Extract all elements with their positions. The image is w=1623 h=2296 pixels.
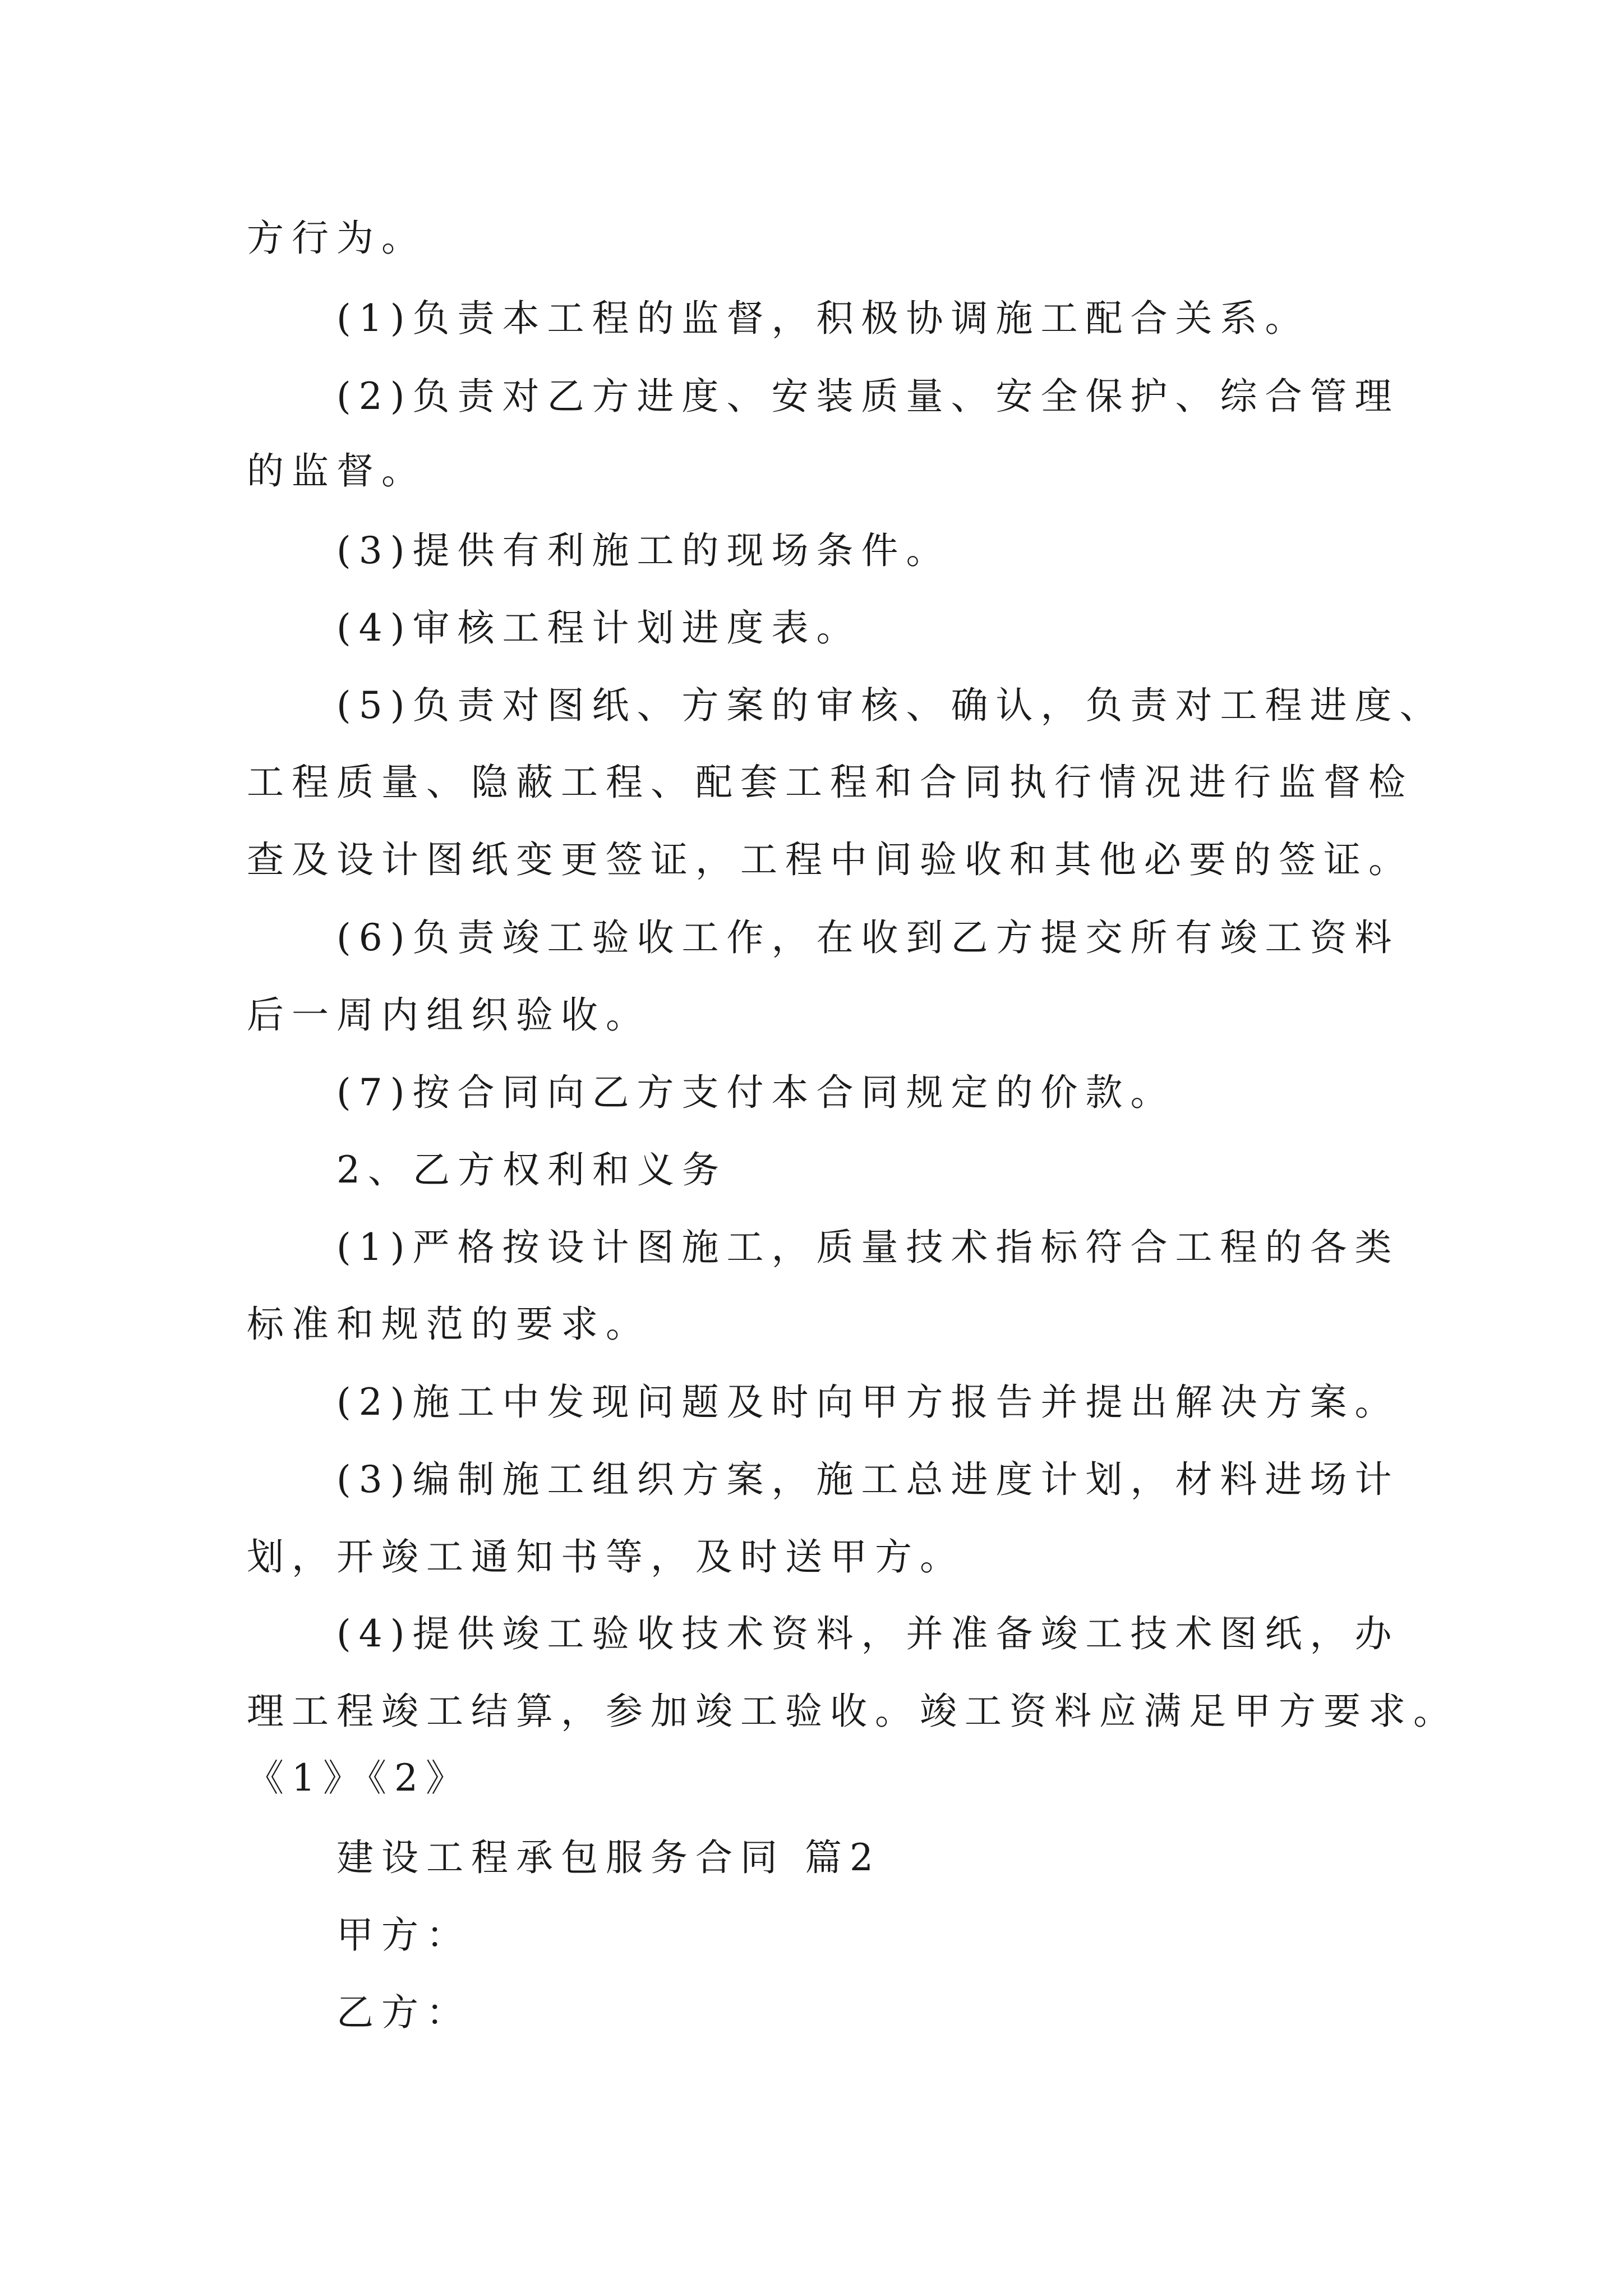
text-line-16: (2)施工中发现问题及时向甲方报告并提出解决方案。 bbox=[336, 1381, 1400, 1424]
text-line-18: 划，开竣工通知书等，及时送甲方。 bbox=[247, 1535, 965, 1579]
text-line-1: 方行为。 bbox=[247, 217, 426, 260]
section-heading-2: 2、乙方权利和义务 bbox=[336, 1148, 727, 1191]
text-line-2: (1)负责本工程的监督，积极协调施工配合关系。 bbox=[336, 297, 1310, 340]
text-line-3: (2)负责对乙方进度、安装质量、安全保护、综合管理 bbox=[336, 375, 1400, 418]
text-line-20: 理工程竣工结算，参加竣工验收。竣工资料应满足甲方要求。 bbox=[247, 1690, 1458, 1733]
text-line-9: 查及设计图纸变更签证，工程中间验收和其他必要的签证。 bbox=[247, 838, 1413, 881]
text-line-7: (5)负责对图纸、方案的审核、确认，负责对工程进度、 bbox=[336, 684, 1445, 727]
party-b-label: 乙方： bbox=[336, 1991, 471, 2034]
contract-title: 建设工程承包服务合同 篇2 bbox=[336, 1836, 881, 1879]
text-line-12: (7)按合同向乙方支付本合同规定的价款。 bbox=[336, 1071, 1175, 1114]
party-a-label: 甲方： bbox=[336, 1913, 471, 1957]
text-line-4: 的监督。 bbox=[247, 449, 426, 493]
text-line-8: 工程质量、隐蔽工程、配套工程和合同执行情况进行监督检 bbox=[247, 761, 1413, 804]
page-reference: 《1》《2》 bbox=[247, 1756, 471, 1800]
text-line-11: 后一周内组织验收。 bbox=[247, 993, 651, 1037]
text-line-10: (6)负责竣工验收工作，在收到乙方提交所有竣工资料 bbox=[336, 916, 1400, 959]
text-line-14: (1)严格按设计图施工，质量技术指标符合工程的各类 bbox=[336, 1226, 1400, 1269]
text-line-17: (3)编制施工组织方案，施工总进度计划，材料进场计 bbox=[336, 1458, 1400, 1501]
text-line-6: (4)审核工程计划进度表。 bbox=[336, 606, 861, 650]
text-line-5: (3)提供有利施工的现场条件。 bbox=[336, 529, 951, 572]
text-line-15: 标准和规范的要求。 bbox=[247, 1303, 651, 1346]
text-line-19: (4)提供竣工验收技术资料，并准备竣工技术图纸，办 bbox=[336, 1612, 1400, 1655]
